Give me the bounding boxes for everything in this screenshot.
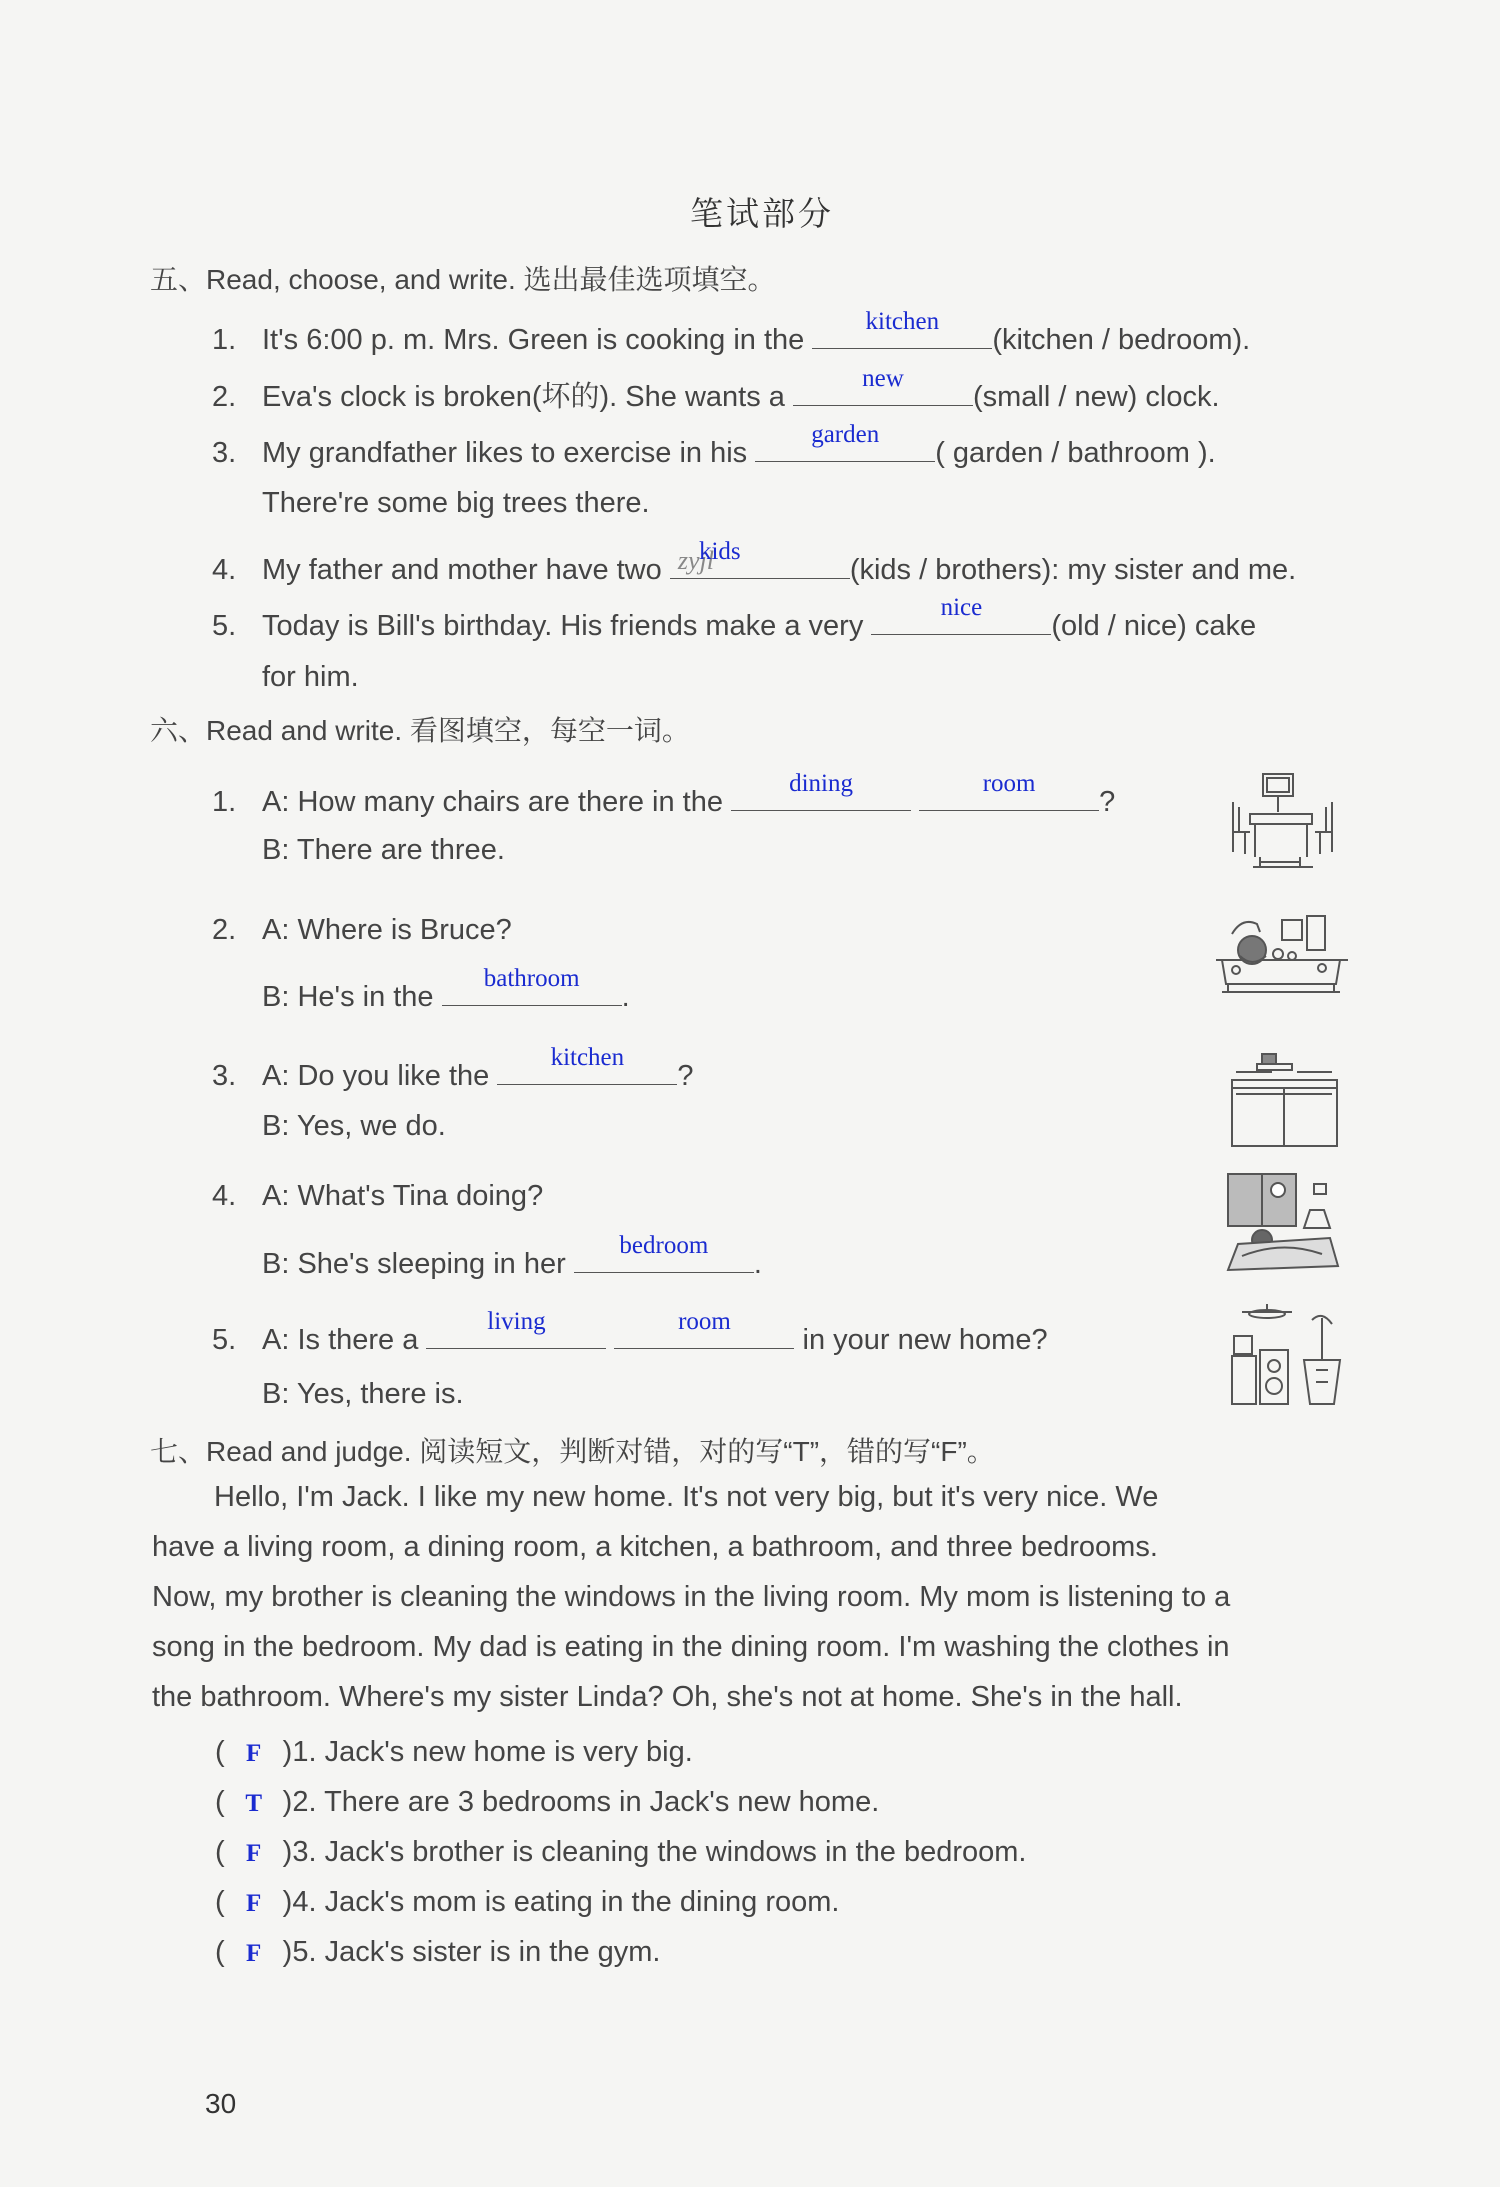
question-number: 1. bbox=[212, 786, 237, 818]
s5-question-5 bbox=[212, 594, 1257, 643]
judgement-4: ( F )4. Jack's mom is eating in the dining room. bbox=[215, 1886, 840, 1918]
answer-blank[interactable] bbox=[731, 770, 911, 811]
answer-blank[interactable] bbox=[497, 1044, 677, 1085]
handwritten-answer: room bbox=[678, 1308, 731, 1335]
question-number: 3. bbox=[212, 437, 237, 469]
section7-heading: 七、Read and judge. 阅读短文，判断对错，对的写“T”，错的写“F”。 bbox=[150, 1436, 995, 1467]
passage-line: the bathroom. Where's my sister Linda? Oh, she's not at home. She's in the hall. bbox=[152, 1681, 1183, 1713]
page-number: 30 bbox=[205, 2088, 237, 2119]
question-text: A: Where is Bruce? bbox=[262, 914, 512, 946]
answer-blank[interactable] bbox=[574, 1232, 754, 1273]
handwritten-answer[interactable]: F bbox=[246, 1940, 262, 1967]
s6-question-3-b: B: Yes, we do. bbox=[262, 1110, 446, 1142]
section6-heading: 六、Read and write. 看图填空，每空一词。 bbox=[150, 715, 690, 746]
answer-blank[interactable] bbox=[755, 421, 935, 462]
s6-question-4-a bbox=[212, 1180, 543, 1213]
question-text: It's 6:00 p. m. Mrs. Green is cooking in the bbox=[262, 324, 805, 356]
question-text: A: How many chairs are there in the bbox=[262, 786, 723, 818]
question-text: B: She's sleeping in her bbox=[262, 1248, 566, 1280]
handwritten-answer: bathroom bbox=[483, 965, 580, 992]
handwritten-answer: dining bbox=[789, 770, 853, 797]
kitchen-picture bbox=[1222, 1050, 1347, 1150]
judgement-number: )2. bbox=[282, 1786, 317, 1818]
judgement-text: Jack's sister is in the gym. bbox=[324, 1936, 661, 1968]
handwritten-answer: kitchen bbox=[550, 1044, 625, 1071]
handwritten-answer[interactable]: F bbox=[246, 1840, 262, 1867]
handwritten-answer: living bbox=[487, 1308, 546, 1335]
choice-text: ( garden / bathroom ). bbox=[935, 437, 1216, 469]
judgement-text: Jack's new home is very big. bbox=[324, 1736, 693, 1768]
answer-blank[interactable] bbox=[793, 365, 973, 406]
question-text: Eva's clock is broken(坏的). She wants a bbox=[262, 381, 785, 413]
question-text: ? bbox=[1099, 786, 1116, 818]
s5-question-3-line2: There're some big trees there. bbox=[262, 487, 650, 519]
question-text: ? bbox=[677, 1060, 694, 1092]
choice-text: (small / new) clock. bbox=[972, 381, 1220, 413]
s5-question-4 bbox=[212, 538, 1297, 587]
question-text: . bbox=[753, 1248, 762, 1280]
s6-question-3-a bbox=[212, 1044, 694, 1093]
s5-question-1 bbox=[212, 308, 1251, 357]
question-text: A: Do you like the bbox=[262, 1060, 490, 1092]
choice-text: (kids / brothers): my sister and me. bbox=[849, 554, 1297, 586]
bedroom-picture bbox=[1222, 1170, 1342, 1275]
answer-blank[interactable] bbox=[426, 1308, 606, 1349]
handwritten-answer: garden bbox=[811, 421, 880, 448]
question-number: 1. bbox=[212, 324, 237, 356]
handwritten-answer: nice bbox=[940, 594, 983, 621]
question-text: in your new home? bbox=[802, 1324, 1048, 1356]
question-text: My grandfather likes to exercise in his bbox=[262, 437, 748, 469]
judgement-text: There are 3 bedrooms in Jack's new home. bbox=[324, 1786, 880, 1818]
handwritten-answer: kids bbox=[698, 538, 741, 565]
judgement-number: )4. bbox=[282, 1886, 317, 1918]
passage-line: Now, my brother is cleaning the windows in the living room. My mom is listening to a bbox=[152, 1581, 1231, 1613]
question-number: 4. bbox=[212, 554, 237, 586]
answer-blank[interactable] bbox=[670, 538, 850, 579]
section5-heading: 五、Read, choose, and write. 选出最佳选项填空。 bbox=[150, 264, 776, 295]
judgement-2: ( T )2. There are 3 bedrooms in Jack's new home. bbox=[215, 1786, 880, 1818]
judgement-number: )1. bbox=[282, 1736, 317, 1768]
choice-text: (old / nice) cake bbox=[1051, 610, 1257, 642]
answer-blank[interactable] bbox=[442, 965, 622, 1006]
judgement-number: )5. bbox=[282, 1936, 317, 1968]
question-text: . bbox=[621, 981, 630, 1013]
handwritten-answer: bedroom bbox=[619, 1232, 709, 1259]
judgement-3: ( F )3. Jack's brother is cleaning the windows in the bedroom. bbox=[215, 1836, 1027, 1868]
bathroom-picture bbox=[1212, 912, 1352, 1002]
judgement-1: ( F )1. Jack's new home is very big. bbox=[215, 1736, 693, 1768]
s6-question-2-b bbox=[262, 965, 630, 1014]
pencil-scribble: zyjl bbox=[677, 546, 714, 575]
question-number: 2. bbox=[212, 381, 237, 413]
answer-blank[interactable] bbox=[614, 1308, 794, 1349]
answer-blank[interactable] bbox=[919, 770, 1099, 811]
question-text: A: What's Tina doing? bbox=[262, 1180, 544, 1212]
question-text: My father and mother have two bbox=[262, 554, 662, 586]
handwritten-answer[interactable]: F bbox=[246, 1890, 262, 1917]
handwritten-answer: new bbox=[862, 365, 904, 392]
s6-question-5-a bbox=[212, 1308, 1048, 1357]
living-room-picture bbox=[1222, 1300, 1347, 1410]
judgement-text: Jack's brother is cleaning the windows in the bedroom. bbox=[324, 1836, 1027, 1868]
question-number: 3. bbox=[212, 1060, 237, 1092]
s6-question-5-b: B: Yes, there is. bbox=[262, 1378, 464, 1410]
page-title: 笔试部分 bbox=[690, 194, 834, 233]
handwritten-answer: kitchen bbox=[865, 308, 940, 335]
judgement-number: )3. bbox=[282, 1836, 317, 1868]
dining-room-picture bbox=[1225, 772, 1340, 872]
s5-question-2 bbox=[212, 365, 1220, 415]
s5-question-5-line2: for him. bbox=[262, 661, 359, 693]
handwritten-answer: room bbox=[982, 770, 1036, 797]
question-text: A: Is there a bbox=[262, 1324, 419, 1356]
handwritten-answer[interactable]: F bbox=[246, 1740, 262, 1767]
s6-question-4-b bbox=[262, 1232, 762, 1281]
choice-text: (kitchen / bedroom). bbox=[992, 324, 1251, 356]
question-number: 5. bbox=[212, 610, 237, 642]
s6-question-1-b: B: There are three. bbox=[262, 834, 505, 866]
question-number: 2. bbox=[212, 914, 237, 946]
question-text: B: He's in the bbox=[262, 981, 434, 1013]
reading-passage bbox=[152, 1472, 1230, 1722]
s6-question-1-a bbox=[212, 770, 1116, 819]
passage-line: Hello, I'm Jack. I like my new home. It's not very big, but it's very nice. We bbox=[214, 1481, 1159, 1513]
question-text: Today is Bill's birthday. His friends make a very bbox=[262, 610, 864, 642]
judgement-5: ( F )5. Jack's sister is in the gym. bbox=[215, 1936, 661, 1968]
s6-question-2-a bbox=[212, 914, 512, 947]
passage-line: have a living room, a dining room, a kitchen, a bathroom, and three bedrooms. bbox=[152, 1531, 1158, 1563]
answer-blank[interactable] bbox=[871, 594, 1051, 635]
s5-question-3 bbox=[212, 421, 1216, 470]
question-number: 4. bbox=[212, 1180, 237, 1212]
judgement-text: Jack's mom is eating in the dining room. bbox=[324, 1886, 840, 1918]
handwritten-answer[interactable]: T bbox=[245, 1790, 263, 1817]
question-number: 5. bbox=[212, 1324, 237, 1356]
answer-blank[interactable] bbox=[812, 308, 992, 349]
passage-line: song in the bedroom. My dad is eating in the dining room. I'm washing the clothes in bbox=[152, 1631, 1230, 1663]
